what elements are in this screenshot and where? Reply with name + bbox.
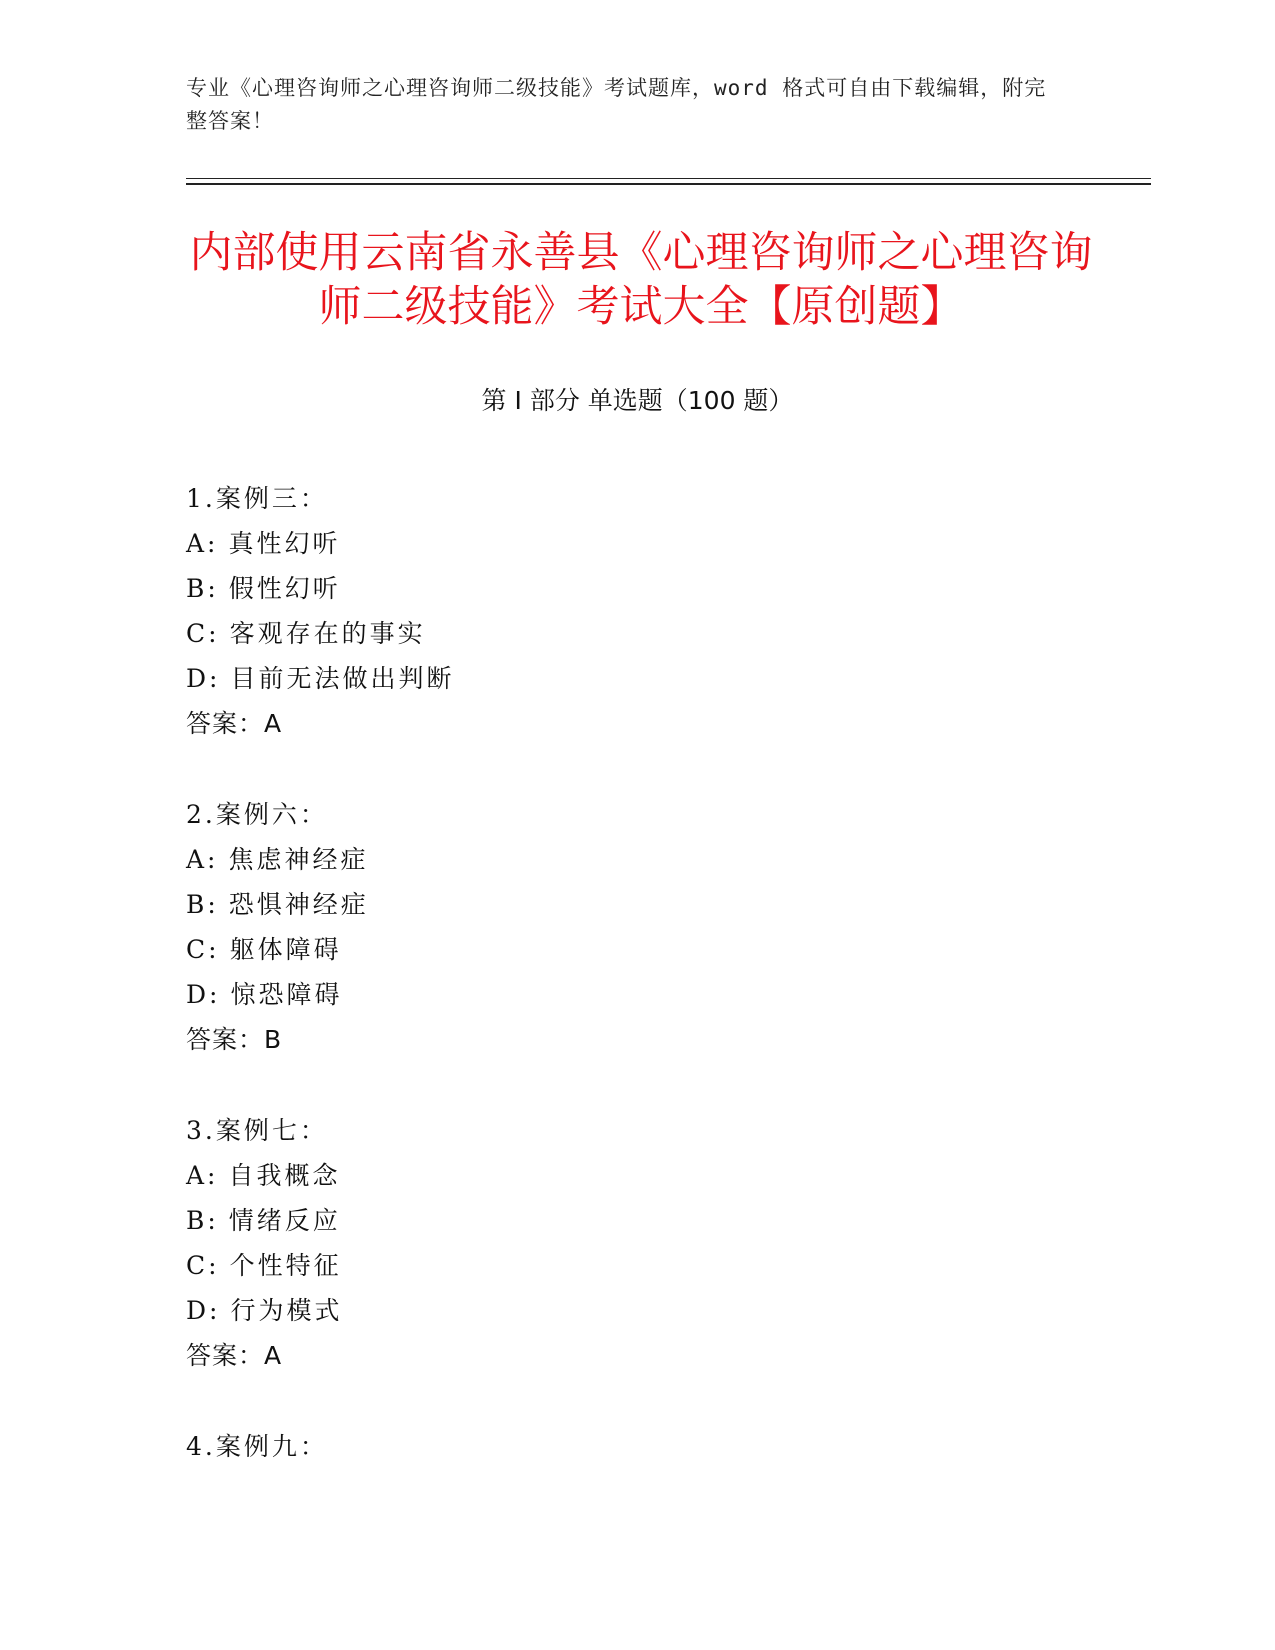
option-text: 目前无法做出判断	[230, 664, 455, 693]
option-a	[186, 1153, 1086, 1198]
option-text: 假性幻听	[228, 574, 341, 603]
option-key: B:	[186, 890, 219, 919]
option-key: B:	[186, 1206, 219, 1235]
option-key: D:	[186, 1296, 221, 1325]
question-stem: 3.案例七：	[186, 1116, 328, 1145]
option-d	[186, 1288, 1086, 1333]
section-heading: 第 I 部分 单选题（100 题）	[481, 386, 794, 415]
option-b	[186, 566, 1086, 611]
question-stem: 1.案例三：	[186, 484, 328, 513]
question-stem: 4.案例九：	[186, 1432, 328, 1461]
option-key: D:	[186, 980, 221, 1009]
option-c	[186, 1243, 1086, 1288]
option-a	[186, 521, 1086, 566]
option-text: 个性特征	[229, 1251, 342, 1280]
question-stem: 2.案例六：	[186, 800, 328, 829]
option-key: A:	[186, 1161, 219, 1190]
option-key: C:	[186, 1251, 220, 1280]
question-4	[186, 1424, 1086, 1469]
option-text: 焦虑神经症	[228, 845, 369, 874]
option-a	[186, 837, 1086, 882]
question-2	[186, 792, 1086, 1062]
answer-line: 答案：B	[186, 1025, 283, 1054]
option-b	[186, 882, 1086, 927]
option-text: 躯体障碍	[229, 935, 342, 964]
answer-line: 答案：A	[186, 709, 283, 738]
option-c	[186, 927, 1086, 972]
header-divider-thin	[186, 178, 1151, 179]
option-key: B:	[186, 574, 219, 603]
option-key: C:	[186, 619, 220, 648]
question-list	[186, 476, 1086, 1515]
option-key: D:	[186, 664, 221, 693]
option-text: 行为模式	[230, 1296, 343, 1325]
question-3	[186, 1108, 1086, 1378]
header-divider-thick	[186, 183, 1151, 185]
option-key: C:	[186, 935, 220, 964]
option-text: 惊恐障碍	[230, 980, 343, 1009]
option-text: 客观存在的事实	[229, 619, 426, 648]
option-key: A:	[186, 845, 219, 874]
option-d	[186, 656, 1086, 701]
answer-line: 答案：A	[186, 1341, 283, 1370]
option-text: 情绪反应	[228, 1206, 341, 1235]
option-text: 真性幻听	[228, 529, 341, 558]
option-d	[186, 972, 1086, 1017]
document-title: 内部使用云南省永善县《心理咨询师之心理咨询师二级技能》考试大全【原创题】	[189, 228, 1093, 332]
option-b	[186, 1198, 1086, 1243]
option-text: 自我概念	[228, 1161, 341, 1190]
header-intro: 专业《心理咨询师之心理咨询师二级技能》考试题库，word 格式可自由下载编辑，附完整答案！	[186, 76, 1047, 133]
question-1	[186, 476, 1086, 746]
option-text: 恐惧神经症	[228, 890, 369, 919]
option-key: A:	[186, 529, 219, 558]
option-c	[186, 611, 1086, 656]
